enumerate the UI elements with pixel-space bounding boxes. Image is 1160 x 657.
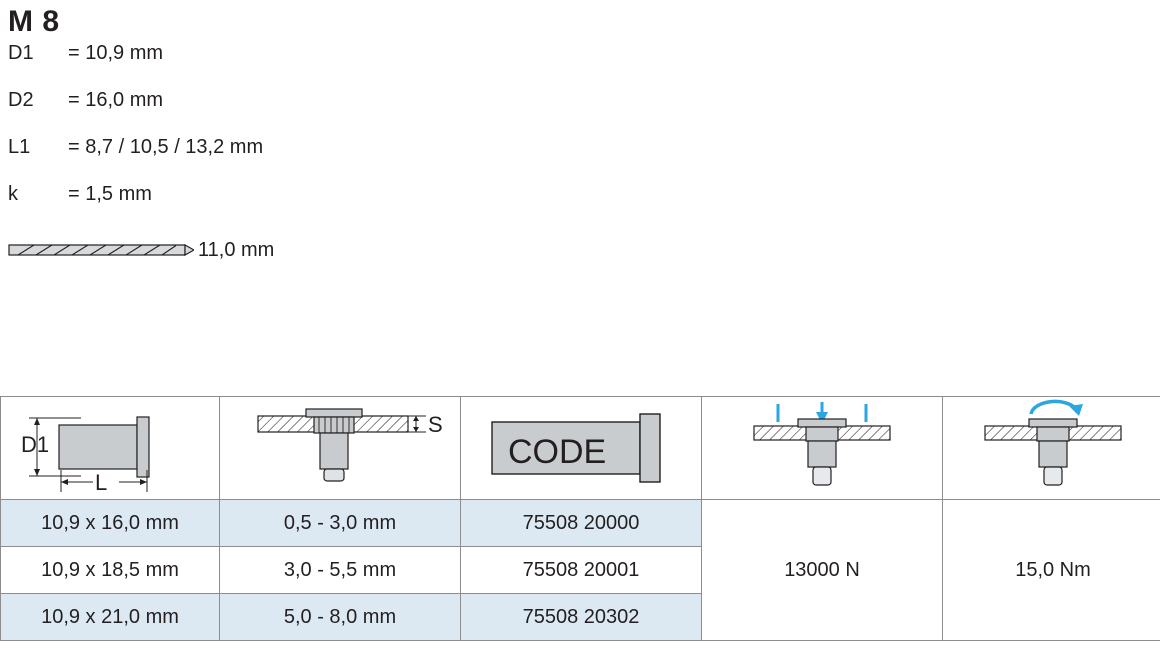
product-table: [0, 396, 1160, 641]
header-cell-dimensions: [1, 397, 220, 500]
cell-code: 75508 20001: [461, 547, 702, 594]
specification-block: [0, 0, 1160, 270]
spec-row: [8, 136, 1160, 183]
drill-bit-icon: [8, 239, 194, 261]
spec-value: = 10,9 mm: [68, 42, 164, 64]
header-cell-torque: [943, 397, 1160, 500]
header-cell-grip-range: [220, 397, 461, 500]
spec-row: [8, 42, 1160, 89]
spec-value: = 1,5 mm: [68, 183, 152, 205]
cell-code: 75508 20302: [461, 594, 702, 641]
table-header-row: [1, 397, 1160, 500]
drill-size-row: [8, 230, 1160, 270]
cell-torque: 15,0 Nm: [943, 500, 1160, 641]
svg-text:D1: D1: [21, 432, 50, 457]
spec-value: = 8,7 / 10,5 / 13,2 mm: [68, 136, 264, 158]
spec-key: D1: [8, 42, 34, 64]
rivet-dimensions-icon: [1, 400, 219, 496]
cell-code: 75508 20000: [461, 500, 702, 547]
header-cell-tensile-force: [702, 397, 943, 500]
grip-range-icon: [220, 400, 460, 496]
cell-dimensions: 10,9 x 21,0 mm: [1, 594, 220, 641]
spec-key: L1: [8, 136, 31, 158]
svg-text:S: S: [428, 412, 443, 437]
page-title: M 8: [8, 5, 60, 38]
cell-dimensions: 10,9 x 18,5 mm: [1, 547, 220, 594]
spec-key: D2: [8, 89, 34, 111]
tensile-force-icon: [702, 398, 942, 498]
spec-row: [8, 183, 1160, 230]
cell-grip-range: 0,5 - 3,0 mm: [220, 500, 461, 547]
svg-text:CODE: CODE: [508, 433, 607, 471]
svg-text:L: L: [95, 470, 108, 495]
cell-grip-range: 5,0 - 8,0 mm: [220, 594, 461, 641]
cell-dimensions: 10,9 x 16,0 mm: [1, 500, 220, 547]
cell-tensile-force: 13000 N: [702, 500, 943, 641]
spec-key: k: [8, 183, 18, 205]
drill-size-value: 11,0 mm: [198, 238, 275, 261]
table-row: [1, 500, 1160, 547]
spec-row: [8, 89, 1160, 136]
cell-grip-range: 3,0 - 5,5 mm: [220, 547, 461, 594]
spec-value: = 16,0 mm: [68, 89, 164, 111]
code-icon: [461, 400, 701, 496]
torque-icon: [943, 398, 1160, 498]
header-cell-code: [461, 397, 702, 500]
